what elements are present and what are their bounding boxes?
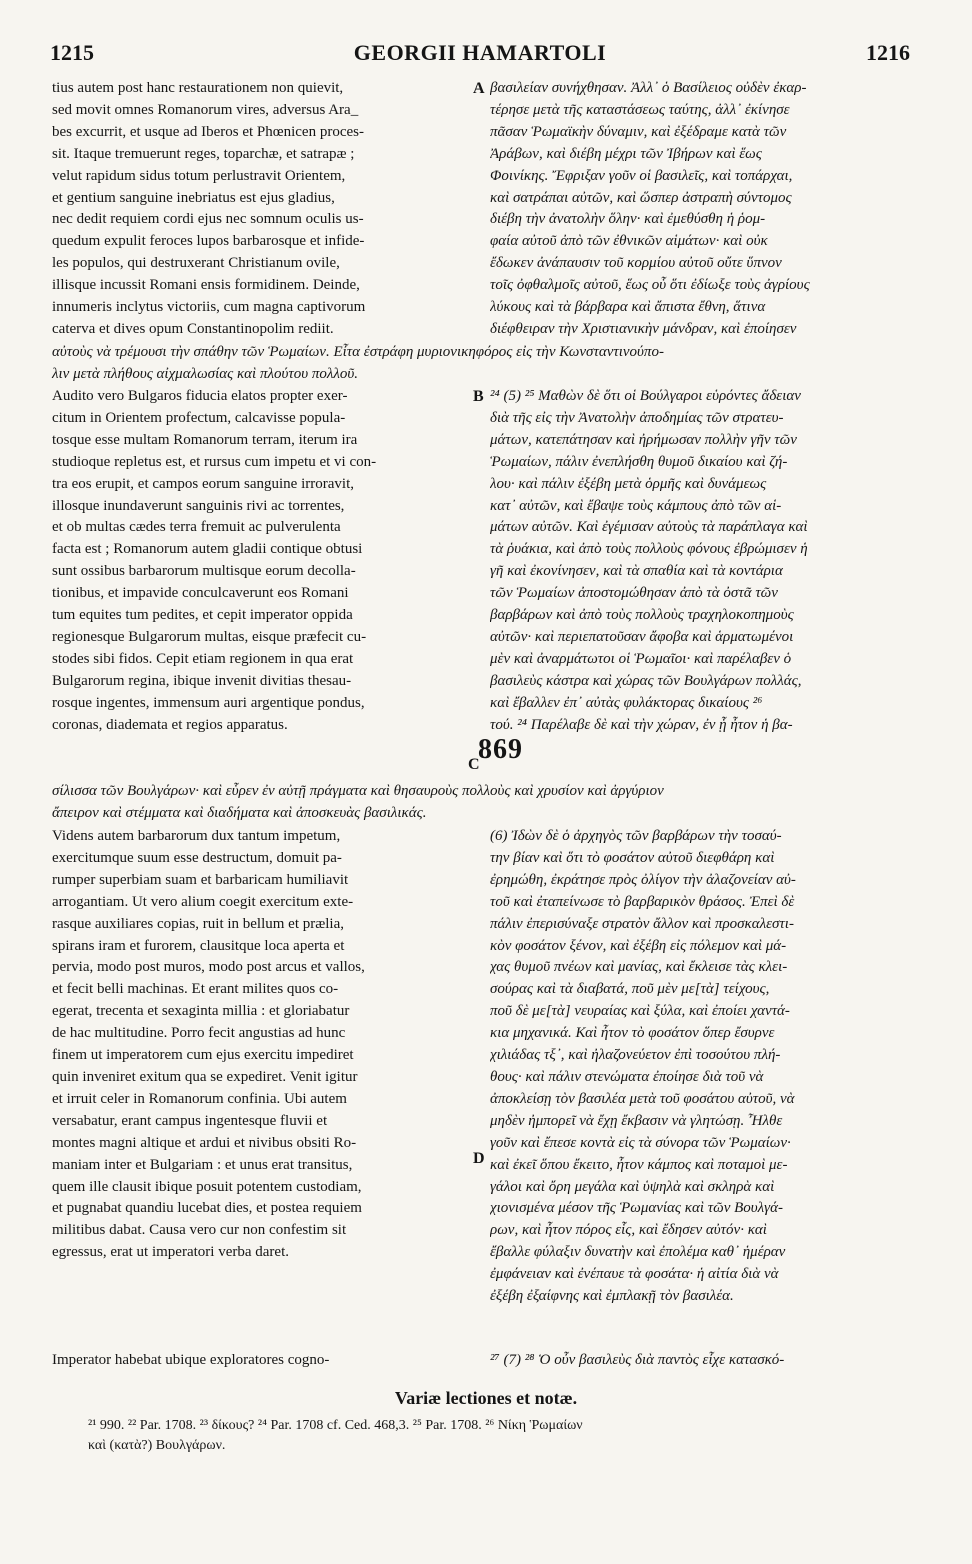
text-line: σούρας καὶ τὰ διαβατά, ποῦ μὲν με[τὰ] τείχους, <box>490 981 770 998</box>
text-line: ρων, καὶ ἦτον πόρος εἷς, καὶ ἔδησεν αὐτόν· καὶ <box>490 1222 767 1239</box>
text-line: μὲν καὶ ἀναρμάτωτοι οἱ Ῥωμαῖοι· καὶ παρέλαβεν ὁ <box>490 650 792 667</box>
text-line: κια μηχανικά. Καὶ ἦτον τὸ φοσάτον ὅπερ ἔσυρνε <box>490 1025 775 1042</box>
text-line: βασιλείαν συνήχθησαν. Ἀλλ᾽ ὁ Βασίλειος οὐδὲν ἐκαρ- <box>490 80 807 96</box>
text-line: τού. ²⁴ Παρέλαβε δὲ καὶ τὴν χώραν, ἐν ᾗ ἦτον ἡ βα- <box>490 716 793 733</box>
text-line: sunt ossibus barbarorum multisque eorum decolla- <box>52 563 356 580</box>
text-line: illisque incussit Romani ensis formidinem. Deinde, <box>52 277 360 294</box>
text-line: ἔβαλλε φύλαξιν δυνατὴν καὶ ἐπολέμα καθ᾽ ἡμέραν <box>490 1244 786 1261</box>
text-line: et irruit celer in Romanorum confinia. Ubi autem <box>52 1090 347 1107</box>
text-line: Imperator habebat ubique exploratores cogno- <box>52 1352 330 1368</box>
text-line: spirans iram et furorem, clausitque loca aperta et <box>52 937 345 954</box>
text-line: ²⁷ (7) ²⁸ Ὁ οὖν βασιλεὺς διὰ παντὸς εἶχε κατασκό- <box>490 1352 785 1368</box>
greek-closing-line <box>490 1350 908 1372</box>
text-line: την βίαν καὶ ὅτι τὸ φοσάτον αὐτοῦ διεφθάρη καὶ <box>490 849 775 866</box>
text-line: innumeris inclytus victoriis, cum magna captivorum <box>52 299 366 316</box>
text-line: καὶ (κατὰ?) Βουλγάρων. <box>88 1438 226 1453</box>
text-line: illosque inundaverunt sanguinis rivi ac torrentes, <box>52 497 345 514</box>
text-line: ἐρημώθη, ἐκράτησε πρὸς ὀλίγον τὴν ἀλαζονείαν αὐ- <box>490 871 796 888</box>
text-line: λιν μετὰ πλήθους αἰχμαλωσίας καὶ πλούτου πολλοῦ. <box>52 365 358 382</box>
text-line: διέβη τὴν ἀνατολὴν ὅλην· καὶ ἐμεθύσθη ἡ ῥομ- <box>490 211 766 228</box>
text-line: nec dedit requiem cordi ejus nec somnum oculis us- <box>52 211 364 228</box>
text-line: πάλιν ἐπερισύναξε στρατὸν ἄλλον καὶ προσκαλεστι- <box>490 915 794 932</box>
text-line: χιονισμένα μέσον τῆς Ῥωμανίας καὶ τῶν Βουλγά- <box>490 1200 783 1217</box>
greek-column-top <box>490 78 908 341</box>
text-line: stodes sibi fidos. Cepit etiam regionem in qua erat <box>52 650 354 667</box>
text-line: exercitumque suum esse destructum, domuit pa- <box>52 849 342 866</box>
text-line: ἀποκλείσῃ τὸν βασιλέα μετὰ τοῦ φοσάτου αὐτοῦ, νὰ <box>490 1090 795 1107</box>
text-line: Audito vero Bulgaros fiducia elatos propter exer- <box>52 388 348 404</box>
text-line: τοῖς ὀφθαλμοῖς αὐτοῦ, ἕως οὗ ὅτι ἐδίωξε τοὺς ἀγρίους <box>490 277 810 294</box>
text-line: κατ᾽ αὐτῶν, καὶ ἔβαψε τοὺς κάμπους ἀπὸ τῶν αἱ- <box>490 497 782 514</box>
text-line: διέφθειραν τὴν Χριστιανικὴν μάνδραν, καὶ ἐποίησεν <box>490 320 797 337</box>
text-line: σίλισσα τῶν Βουλγάρων· καὶ εὗρεν ἐν αὐτῇ πράγματα καὶ θησαυροὺς πολλοὺς καὶ χρυσίον καὶ ἀργύριον <box>52 783 664 799</box>
margin-marker-c: C <box>468 756 480 773</box>
text-line: καὶ ἔβαλλεν ἐπ᾽ αὐτὰς φυλάκτορας δικαίους ²⁶ <box>490 694 763 711</box>
text-line: sed movit omnes Romanorum vires, adversus Ara_ <box>52 101 359 118</box>
text-line: Bulgarorum regina, ibique invenit divitias thesau- <box>52 672 352 689</box>
text-line: ²⁴ (5) ²⁵ Μαθὼν δὲ ὅτι οἱ Βούλγαροι εὑρόντες ἄδειαν <box>490 388 801 404</box>
text-line: Ἀράβων, καὶ διέβη μέχρι τῶν Ἰβήρων καὶ ἕως <box>490 145 762 162</box>
latin-closing-line <box>52 1350 470 1372</box>
page-number-right: 1216 <box>866 40 910 65</box>
text-line: facta est ; Romanorum autem gladii contique obtusi <box>52 541 363 558</box>
text-line: ἄπειρον καὶ στέμματα καὶ διαδήματα καὶ ἀποσκευὰς βασιλικάς. <box>52 804 427 821</box>
text-line: tionibus, et impavide conculcaverunt eos Romani <box>52 585 349 602</box>
text-line: rosque ingentes, immensum auri argentique pondus, <box>52 694 365 711</box>
text-line: λου· καὶ πάλιν ἐξέβη μετὰ ὁρμῆς καὶ δυνάμεως <box>490 475 767 492</box>
text-line: τὰ ῥυάκια, καὶ ἀπὸ τοὺς πολλοὺς φόνους ἐβρώμισεν ἡ <box>490 541 808 558</box>
text-line: arrogantiam. Ut vero alium coegit exercitum exte- <box>52 893 354 910</box>
text-line: (6) Ἰδὼν δὲ ὁ ἀρχηγὸς τῶν βαρβάρων τὴν τοσαύ- <box>490 828 782 844</box>
latin-column-top <box>52 78 470 341</box>
text-line: τῶν Ῥωμαίων ἀποστομώθησαν ἀπὸ τὰ ὀστᾶ τῶν <box>490 585 778 602</box>
text-line: tius autem post hanc restaurationem non quievit, <box>52 80 344 96</box>
text-line: maniam inter et Bulgariam : et unus erat transitus, <box>52 1156 353 1173</box>
text-line: sit. Itaque tremuerunt reges, toparchæ, et satrapæ ; <box>52 145 355 162</box>
text-line: rasque auxiliares copias, ruit in bellum et prælia, <box>52 915 345 932</box>
text-line: γοῦν καὶ ἔπεσε κοντὰ εἰς τὰ σύνορα τῶν Ῥωμαίων· <box>490 1134 791 1151</box>
text-line: κὸν φοσάτον ξένον, καὶ ἐξέβη εἰς πόλεμον καὶ μά- <box>490 937 787 954</box>
text-line: les populos, qui destruxerant Christianum ovile, <box>52 255 340 272</box>
text-line: Videns autem barbarorum dux tantum impetum, <box>52 828 341 844</box>
text-line: φαία αὐτοῦ ἀπὸ τῶν ἐθνικῶν αἱμάτων· καὶ οὐκ <box>490 233 768 250</box>
running-title: GEORGII HAMARTOLI <box>353 40 607 65</box>
text-line: ποῦ δὲ με[τὰ] νευραίας καὶ ξύλα, καὶ ἐποίει χαντά- <box>490 1003 790 1020</box>
text-line: coronas, diademata et regios apparatus. <box>52 716 288 733</box>
text-line: ἐξέβη ἐξαίφνης καὶ ἐμπλακῇ τὸν βασιλέα. <box>490 1288 734 1305</box>
text-line: et ob multas cædes terra fremuit ac pulverulenta <box>52 519 341 536</box>
text-line: βαρβάρων καὶ ἀπὸ τοὺς πολλοὺς τραχηλοκοπημοὺς <box>490 607 794 624</box>
text-line: versabatur, erant campus ingentesque fluvii et <box>52 1112 328 1129</box>
text-line: χιλιάδας τξ᾽, καὶ ἠλαζονεύετον ἐπὶ τοσούτου πλή- <box>490 1047 781 1064</box>
text-line: pervia, modo post muros, modo post arcus et vallos, <box>52 959 365 976</box>
margin-marker-b: B <box>473 388 484 405</box>
text-line: λύκους καὶ τὰ βάρβαρα καὶ ἄπιστα ἔθνη, ἅτινα <box>490 299 766 316</box>
text-line: quin inveniret exitum qua se expediret. Venit igitur <box>52 1068 358 1085</box>
text-line: et fecit belli machinas. Et erant milites quos co- <box>52 981 339 998</box>
text-line: βασιλεὺς κάστρα καὶ χώρας τῶν Βουλγάρων πολλάς, <box>490 672 802 689</box>
margin-marker-a: A <box>473 80 485 97</box>
text-line: citum in Orientem profectum, calcavisse popula- <box>52 409 346 426</box>
greek-column-middle <box>490 386 908 737</box>
text-line: καὶ σατράπαι αὐτῶν, καὶ ὥσπερ ἀστραπὴ σύντομος <box>490 189 792 206</box>
text-line: χας θυμοῦ πνέων καὶ μανίας, καὶ ἔκλεισε τὰς κλει- <box>490 959 788 976</box>
text-line: et pugnabat quandiu lucebat dies, et postea requiem <box>52 1200 362 1217</box>
text-line: μάτων, κατεπάτησαν καὶ ἠρήμωσαν πολλὴν γῆν τῶν <box>490 431 797 448</box>
text-line: γῆ καὶ ἐκονίνησεν, καὶ τὰ σπαθία καὶ τὰ κοντάρια <box>490 563 783 580</box>
text-line: quedum expulit feroces lupos barbarosque et infide- <box>52 233 365 250</box>
text-line: caterva et dives opum Constantinopolim rediit. <box>52 320 334 337</box>
text-line: τοῦ καὶ ἐταπείνωσε τὸ βαρβαρικὸν θράσος. Ἐπεὶ δὲ <box>490 893 795 910</box>
text-line: μάτων αὐτῶν. Καὶ ἐγέμισαν αὐτοὺς τὰ παράπλαγα καὶ <box>490 519 808 536</box>
text-line: studioque repletus est, et rursus cum impetu et vi con- <box>52 453 377 470</box>
column-number: 869 <box>478 734 523 765</box>
text-line: tosque esse multam Romanorum terram, iterum ira <box>52 431 358 448</box>
text-line: montes magni altique et ardui et nivibus obsiti Ro- <box>52 1134 357 1151</box>
text-line: ἔδωκεν ἀνάπαυσιν τοῦ κορμίου αὐτοῦ οὔτε ὕπνον <box>490 255 782 272</box>
text-line: ²¹ 990. ²² Par. 1708. ²³ δίκους? ²⁴ Par. 1708 cf. Ced. 468,3. ²⁵ Par. 1708. ²⁶ Νίκη Ῥωμαίων <box>88 1418 583 1433</box>
text-line: rumper superbiam suam et barbaricam humiliavit <box>52 871 349 888</box>
text-line: Φοινίκης. Ἔφριξαν γοῦν οἱ βασιλεῖς, καὶ τοπάρχαι, <box>490 167 793 184</box>
text-line: et gentium sanguine inebriatus est ejus gladius, <box>52 189 335 206</box>
text-line: γάλοι καὶ ὄρη μεγάλα καὶ ὑψηλὰ καὶ σκληρὰ καὶ <box>490 1178 775 1195</box>
text-line: πᾶσαν Ῥωμαϊκὴν δύναμιν, καὶ ἐξέδραμε κατὰ τῶν <box>490 123 787 140</box>
text-line: ἐμφάνειαν καὶ ἐνέπαυε τὰ φοσάτα· ἡ αἰτία διὰ νὰ <box>490 1266 779 1283</box>
text-line: αὐτοὺς νὰ τρέμουσι τὴν σπάθην τῶν Ῥωμαίων. Εἶτα ἐστράφη μυριονικηφόρος εἰς τὴν Κωνσταντινούπο- <box>52 344 664 360</box>
text-line: egerat, trecenta et sexaginta millia : et gloriabatur <box>52 1003 350 1020</box>
text-line: tum equites tum pedites, et cepit imperator oppida <box>52 607 353 624</box>
text-line: regionesque Bulgarorum multas, eisque præfecit cu- <box>52 628 367 645</box>
text-line: bes excurrit, et usque ad Iberos et Phœnicen proces- <box>52 123 364 140</box>
text-line: μηδὲν ἠμπορεῖ νὰ ἔχῃ ἔκβασιν νὰ γλητώσῃ. Ἦλθε <box>490 1112 783 1129</box>
text-line: velut rapidum sidus totum perlustravit Orientem, <box>52 167 346 184</box>
text-line: tra eos erupit, et campos eorum sanguine irroravit, <box>52 475 354 492</box>
variant-readings-notes <box>88 1416 908 1456</box>
page-header <box>50 40 910 70</box>
text-line: Ῥωμαίων, πάλιν ἐνεπλήσθη θυμοῦ δικαίου καὶ ζή- <box>490 453 788 470</box>
text-line: αὐτῶν· καὶ περιεπατοῦσαν ἄφοβα καὶ ἁρματωμένοι <box>490 628 794 645</box>
margin-marker-d: D <box>473 1150 485 1167</box>
text-line: θους· καὶ πάλιν στενώματα ἐποίησε διὰ τοῦ νὰ <box>490 1068 764 1085</box>
text-line: quem ille clausit ibique posuit potentem custodiam, <box>52 1178 362 1195</box>
latin-column-bottom <box>52 826 470 1264</box>
greek-fullwidth-passage-2 <box>52 781 914 825</box>
text-line: militibus dabat. Causa vero cur non confestim sit <box>52 1222 347 1239</box>
page-number-left: 1215 <box>50 40 94 65</box>
text-line: egressus, erat ut imperatori verba daret. <box>52 1244 289 1261</box>
text-line: de hac multitudine. Porro fecit angustias ad hunc <box>52 1025 346 1042</box>
text-line: διὰ τῆς εἰς τὴν Ἀνατολὴν ἀποδημίας τῶν στρατευ- <box>490 409 784 426</box>
greek-column-bottom <box>490 826 908 1308</box>
text-line: τέρησε μετὰ τῆς καταστάσεως ταύτης, ἀλλ᾽ ἐκίνησε <box>490 101 790 118</box>
text-line: καὶ ἐκεῖ ὅπου ἔκειτο, ἦτον κάμπος καὶ ποταμοὶ με- <box>490 1156 788 1173</box>
greek-fullwidth-passage-1 <box>52 342 914 386</box>
notes-heading: Variæ lectiones et notæ. <box>394 1388 578 1408</box>
latin-column-middle <box>52 386 470 737</box>
text-line: finem ut imperatorem cum ejus exercitu impediret <box>52 1047 354 1064</box>
